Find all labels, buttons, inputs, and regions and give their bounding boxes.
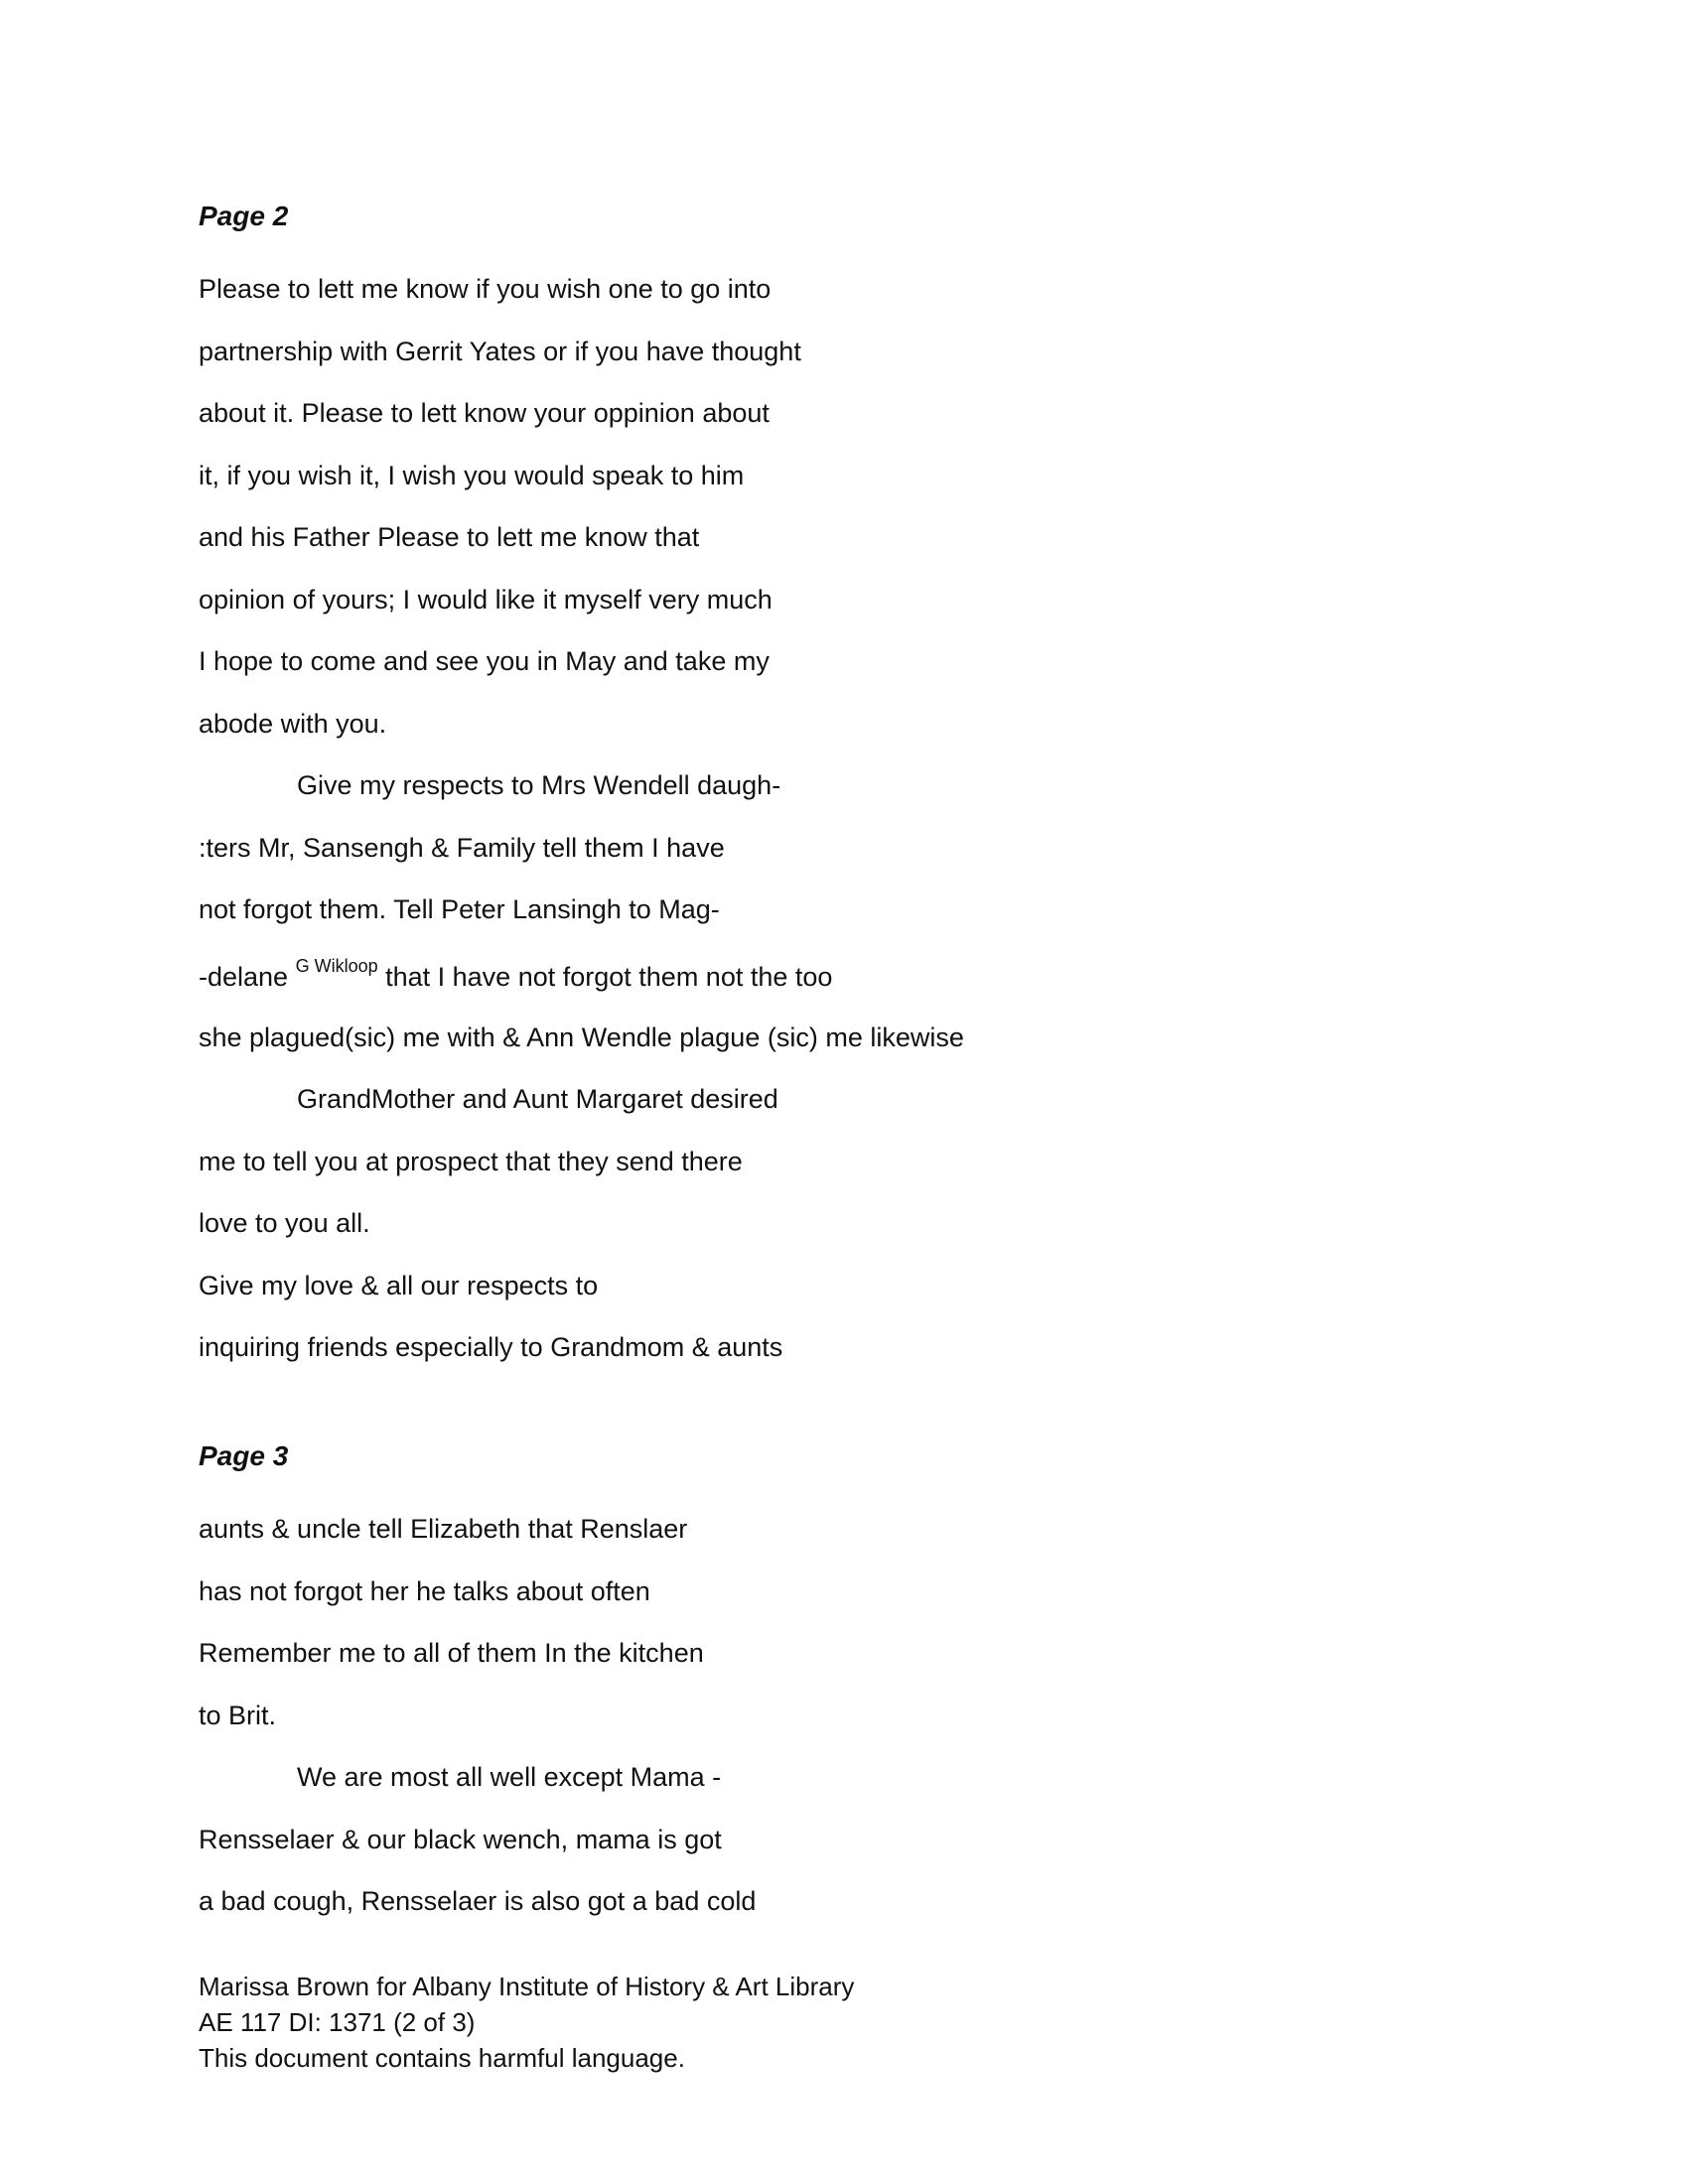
delane-suffix: that I have not forgot them not the too bbox=[377, 961, 833, 992]
page-3-heading: Page 3 bbox=[199, 1440, 289, 1471]
page-2-heading: Page 2 bbox=[199, 201, 289, 231]
transcript-line: We are most all well except Mama - bbox=[297, 1762, 722, 1792]
document-page bbox=[199, 0, 1489, 2184]
transcript-line: GrandMother and Aunt Margaret desired bbox=[297, 1084, 778, 1114]
transcript-line: Give my love & all our respects to bbox=[199, 1270, 599, 1300]
transcript-line: about it. Please to lett know your oppinion about bbox=[199, 398, 770, 428]
document-footer bbox=[199, 1969, 1489, 2076]
transcript-line: Give my respects to Mrs Wendell daugh- bbox=[297, 770, 781, 800]
transcript-line: she plagued(sic) me with & Ann Wendle plague (sic) me likewise bbox=[199, 1022, 964, 1052]
transcript-line: partnership with Gerrit Yates or if you have thought bbox=[199, 336, 801, 366]
transcript-line: love to you all. bbox=[199, 1208, 370, 1238]
transcript-line: Please to lett me know if you wish one to go into bbox=[199, 274, 772, 304]
transcript-line: :ters Mr, Sansengh & Family tell them I have bbox=[199, 832, 725, 863]
footer-reference: AE 117 DI: 1371 (2 of 3) bbox=[199, 2007, 476, 2037]
transcript-line: has not forgot her he talks about often bbox=[199, 1575, 650, 1606]
transcript-line: Remember me to all of them In the kitchen bbox=[199, 1638, 704, 1668]
transcript-line: inquiring friends especially to Grandmom & aunts bbox=[199, 1332, 783, 1362]
transcript-line: opinion of yours; I would like it myself very much bbox=[199, 584, 773, 614]
transcript-line: abode with you. bbox=[199, 708, 387, 739]
transcript-line: and his Father Please to lett me know that bbox=[199, 522, 700, 552]
delane-prefix: -delane bbox=[199, 961, 296, 992]
footer-credit: Marissa Brown for Albany Institute of History & Art Library bbox=[199, 1972, 855, 2001]
page-2-section bbox=[199, 197, 1489, 1379]
transcript-line: I hope to come and see you in May and take my bbox=[199, 646, 770, 676]
page-3-section bbox=[199, 1436, 1489, 1933]
superscript-annotation: G Wikloop bbox=[295, 955, 378, 976]
transcript-line: aunts & uncle tell Elizabeth that Renslaer bbox=[199, 1514, 688, 1544]
footer-notice: This document contains harmful language. bbox=[199, 2043, 685, 2073]
transcript-line: Rensselaer & our black wench, mama is got bbox=[199, 1824, 722, 1854]
transcript-line: a bad cough, Rensselaer is also got a bad cold bbox=[199, 1886, 757, 1916]
transcript-line: not forgot them. Tell Peter Lansingh to Mag- bbox=[199, 894, 720, 924]
transcript-line: to Brit. bbox=[199, 1700, 277, 1730]
transcript-line-with-superscript bbox=[199, 941, 1489, 1007]
transcript-line: it, if you wish it, I wish you would speak to him bbox=[199, 460, 745, 490]
transcript-line: me to tell you at prospect that they send there bbox=[199, 1146, 743, 1176]
